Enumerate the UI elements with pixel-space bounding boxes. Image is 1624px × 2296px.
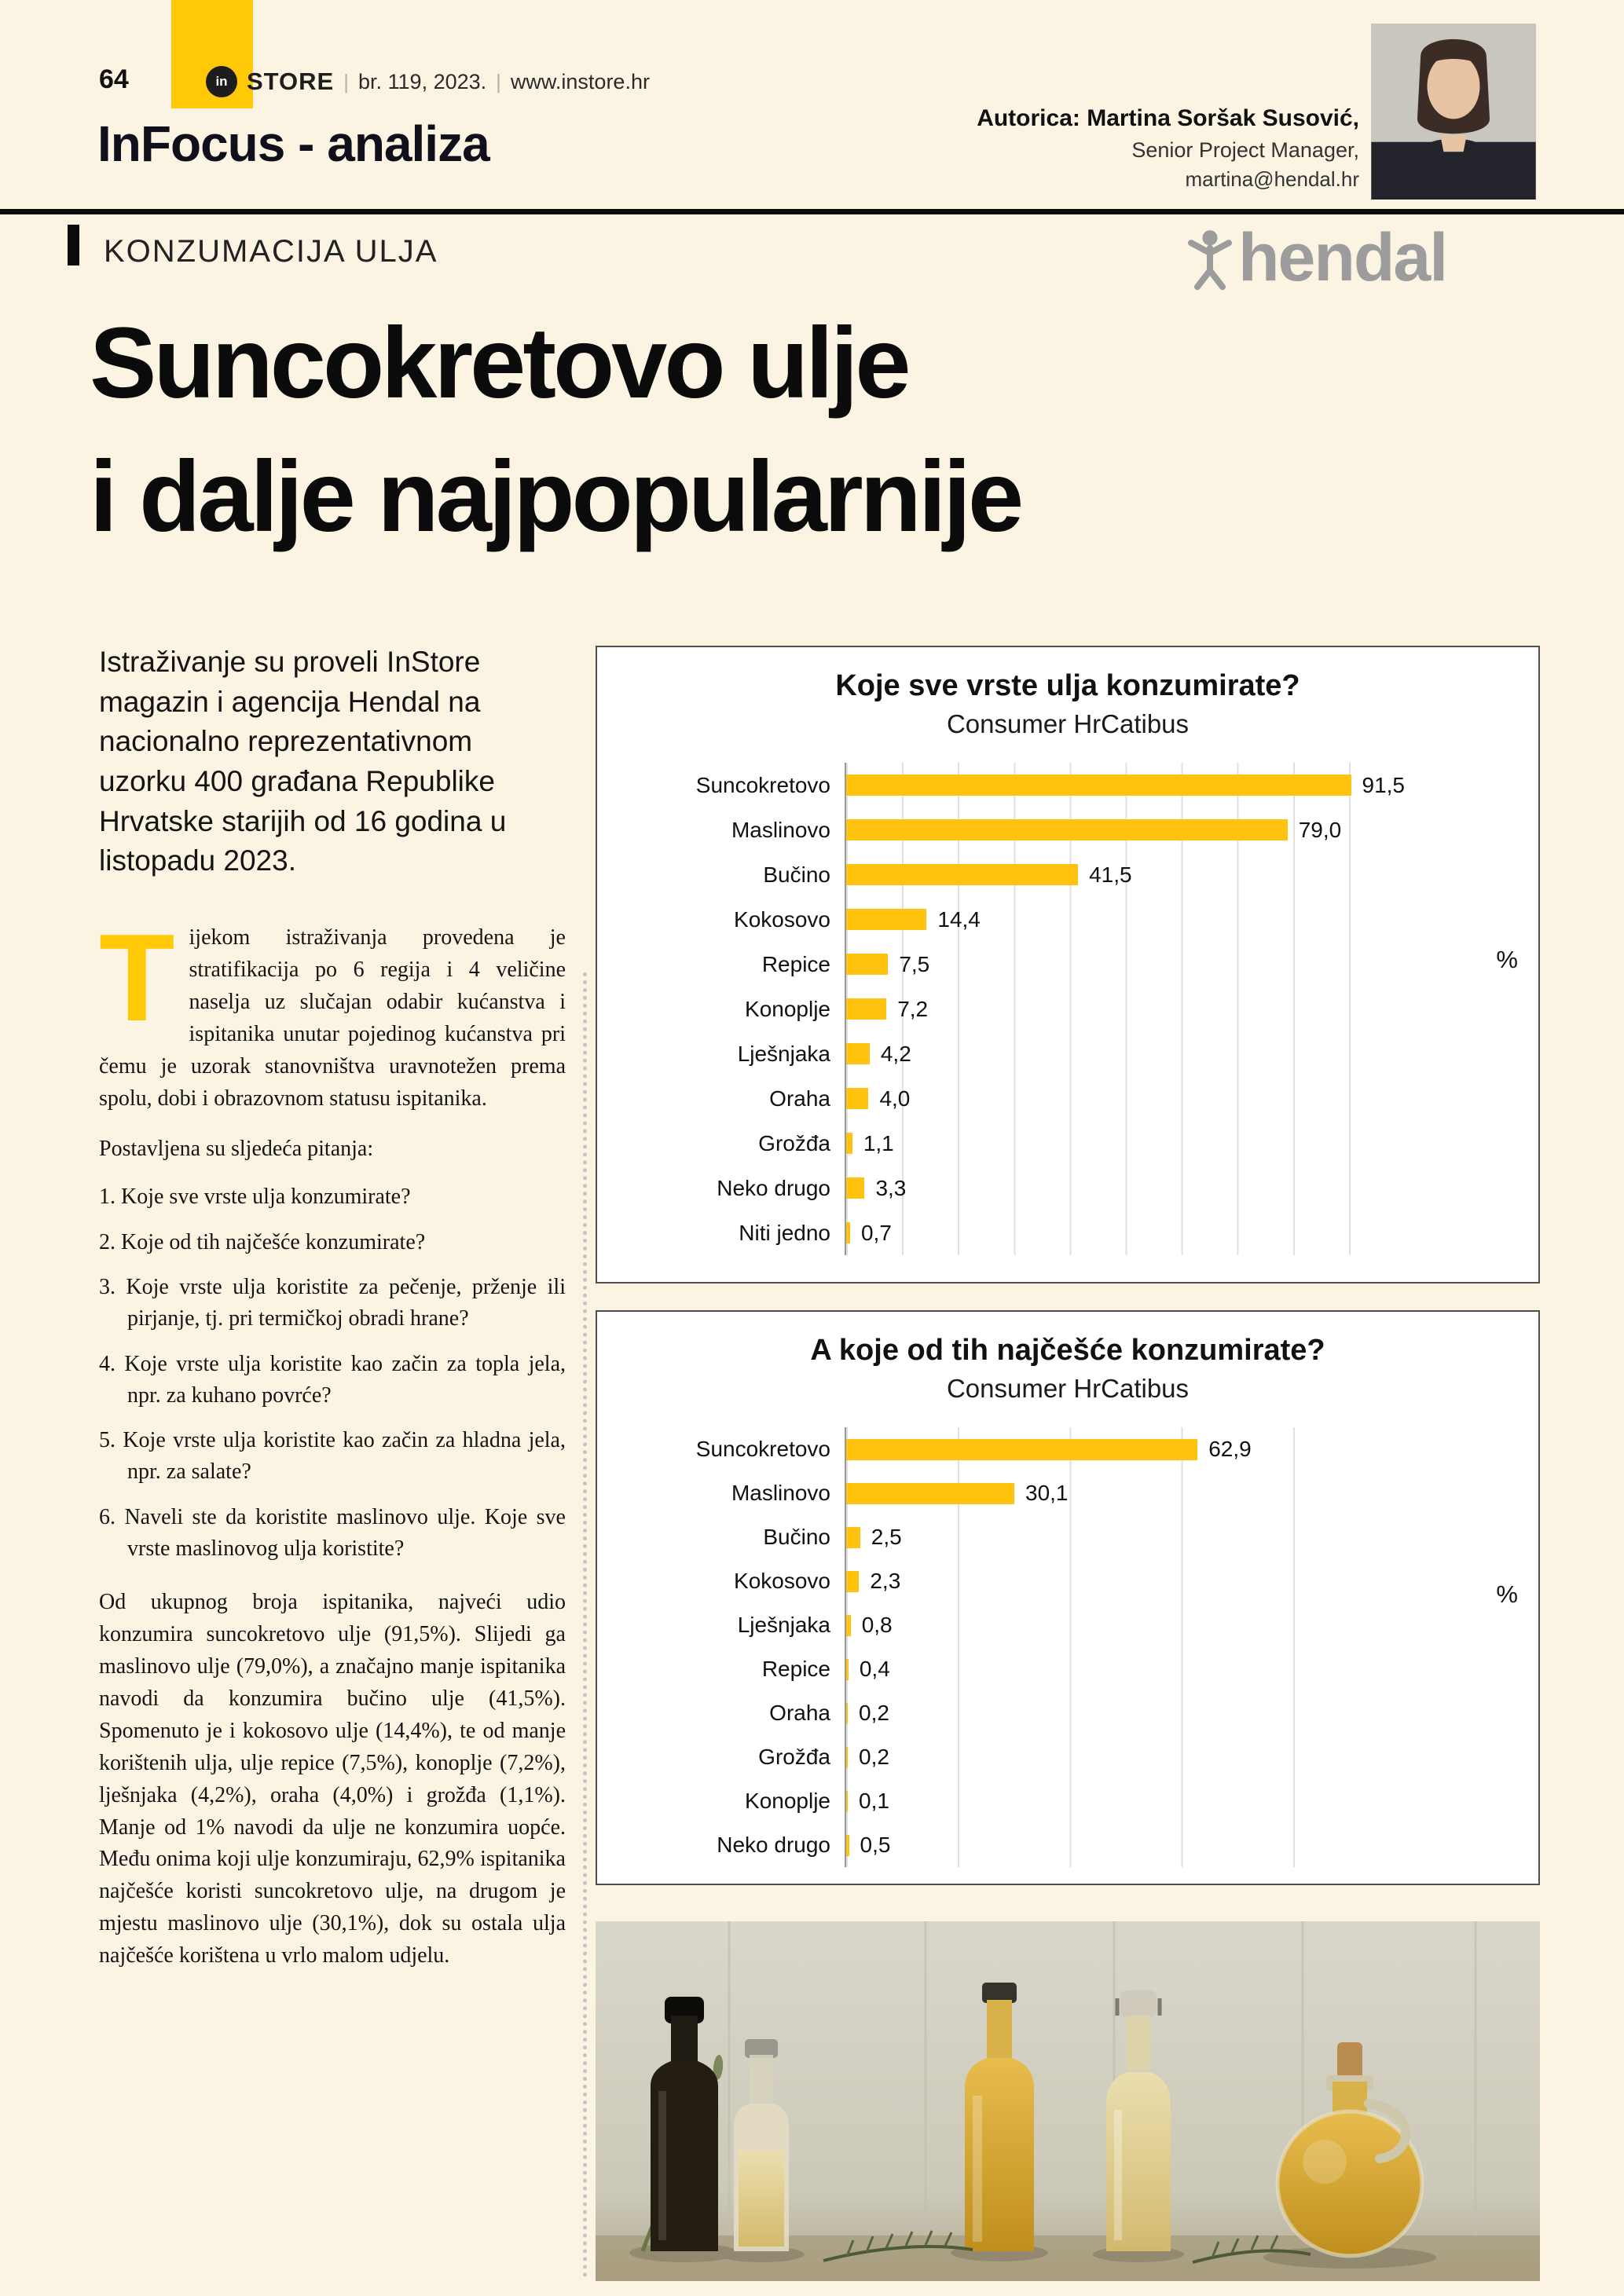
chart-value-label: 2,5 [871, 1525, 902, 1549]
article-body-column [99, 643, 566, 1991]
question-item: 4. Koje vrste ulja koristite kao začin za topla jela, npr. za kuhano povrće? [99, 1351, 566, 1408]
category-tick [68, 225, 79, 265]
questions-lead: Postavljena su sljedeća pitanja: [99, 1137, 374, 1162]
chart-row [621, 1735, 1405, 1779]
chart-value-label: 7,5 [899, 951, 930, 976]
masthead-separator: | [496, 69, 501, 93]
chart-row [621, 1823, 1405, 1867]
author-block [977, 105, 1359, 192]
instore-circle-icon: in [206, 66, 237, 97]
chart-bar [846, 1791, 848, 1812]
chart-category-label: Bučino [763, 862, 830, 887]
oil-bottles-photo [596, 1921, 1540, 2281]
chart-value-label: 0,4 [859, 1657, 890, 1681]
headline-line-2: i dalje najpopularnije [90, 441, 1021, 554]
chart-category-label: Oraha [769, 1701, 830, 1725]
chart-value-label: 0,2 [859, 1745, 889, 1769]
question-item: 2. Koje od tih najčešće konzumirate? [99, 1229, 426, 1254]
chart-value-label: 2,3 [870, 1569, 901, 1593]
chart-bar [846, 774, 1351, 796]
chart-track [845, 1515, 1405, 1559]
chart-category-label: Neko drugo [717, 1175, 830, 1200]
chart-track [845, 1691, 1405, 1735]
method-paragraph-text: ijekom istraživanja provedena je stratifikacija po 6 regija i 4 veličine naselja uz slučajan odabir kućanstva i ispitanika unutar pojedinog kućanstva pri čemu je uzorak stanovništva uravnotežen prema spolu, dobi i obrazovnom statusu ispitanika. [99, 925, 566, 1111]
website-url: www.instore.hr [510, 69, 650, 93]
question-item: 3. Koje vrste ulja koristite za pečenje, prženje ili pirjanje, tj. pri termičkoj obradi hrane? [99, 1274, 566, 1331]
chart-track [845, 897, 1405, 942]
chart-category-label: Bučino [763, 1525, 830, 1549]
headline-line-1: Suncokretovo ulje [90, 307, 908, 419]
chart-value-label: 0,8 [861, 1613, 893, 1637]
chart-title: Koje sve vrste ulja konzumirate? [835, 669, 1300, 702]
masthead-separator: | [343, 69, 349, 93]
author-name: Autorica: Martina Soršak Susović, [977, 105, 1359, 131]
chart-category-label: Repice [761, 1657, 830, 1681]
chart-title: A koje od tih najčešće konzumirate? [810, 1334, 1325, 1367]
header-rule [0, 209, 1624, 214]
chart-row [621, 1427, 1405, 1471]
hendal-logo [1185, 220, 1447, 295]
chart-track [845, 1603, 1405, 1647]
chart-bar [846, 1703, 848, 1724]
chart-category-label: Repice [761, 951, 830, 976]
chart-bar [846, 1133, 852, 1154]
chart-row [621, 852, 1405, 897]
chart-category-label: Suncokretovo [695, 1437, 830, 1461]
author-portrait-illustration [1371, 24, 1536, 200]
chart-bar [846, 1483, 1014, 1504]
chart-bar [846, 998, 886, 1020]
hendal-person-icon [1185, 228, 1235, 291]
column-divider [583, 972, 587, 2278]
chart-row [621, 1121, 1405, 1166]
chart-row [621, 1031, 1405, 1076]
chart-value-label: 4,2 [880, 1041, 911, 1066]
chart-bar [846, 1615, 851, 1636]
chart-track [845, 852, 1405, 897]
chart-track [845, 1076, 1405, 1121]
chart-value-label: 0,2 [859, 1701, 889, 1725]
chart-konzumirate [596, 646, 1540, 1283]
chart-subtitle: Consumer HrCatibus [946, 709, 1190, 738]
section-title: InFocus - analiza [97, 115, 489, 172]
chart-bar [846, 1088, 868, 1109]
oil-bottles-illustration [596, 1921, 1540, 2281]
chart-category-label: Lješnjaka [737, 1041, 830, 1066]
chart-track [845, 1735, 1405, 1779]
masthead [206, 66, 650, 97]
chart-bar [846, 864, 1078, 885]
issue-number: br. 119, 2023. [358, 69, 487, 93]
intro-paragraph: Istraživanje su proveli InStore magazin i agencija Hendal na nacionalno reprezentativnom uzorku 400 građana Republike Hrvatske starijih od 16 godina u listopadu 2023. [99, 646, 507, 877]
chart-plot [621, 1427, 1405, 1867]
chart-category-label: Konoplje [745, 996, 830, 1021]
article-headline [90, 297, 1021, 564]
chart-row [621, 1647, 1405, 1691]
chart-value-label: 41,5 [1089, 862, 1132, 887]
chart-track [845, 1427, 1405, 1471]
chart-category-label: Lješnjaka [737, 1613, 830, 1637]
chart-row [621, 1691, 1405, 1735]
chart-row [621, 1471, 1405, 1515]
percent-axis-label: % [1496, 945, 1518, 973]
chart-value-label: 3,3 [875, 1175, 907, 1200]
chart-bar [846, 1222, 850, 1243]
chart-bar [846, 1747, 848, 1768]
category-label: KONZUMACIJA ULJA [104, 234, 438, 269]
chart-track [845, 1031, 1405, 1076]
chart-category-label: Konoplje [745, 1789, 830, 1813]
chart-value-label: 30,1 [1025, 1481, 1069, 1505]
chart-track [845, 1647, 1405, 1691]
question-item: 1. Koje sve vrste ulja konzumirate? [99, 1185, 411, 1210]
method-paragraph [99, 909, 566, 1115]
chart-track [845, 1166, 1405, 1210]
chart-bar [846, 1571, 859, 1592]
chart-category-label: Suncokretovo [695, 772, 830, 797]
chart-bar [846, 1439, 1197, 1460]
chart-category-label: Neko drugo [717, 1833, 830, 1857]
chart-row [621, 1779, 1405, 1823]
question-item: 6. Naveli ste da koristite maslinovo ulje. Koje sve vrste maslinovog ulja koristite? [99, 1504, 566, 1562]
question-item: 5. Koje vrste ulja koristite kao začin za hladna jela, npr. za salate? [99, 1428, 566, 1485]
chart-bar [846, 1177, 864, 1199]
chart-value-label: 62,9 [1208, 1437, 1252, 1461]
chart-bar [846, 1659, 849, 1680]
chart-category-label: Kokosovo [734, 1569, 830, 1593]
page-number: 64 [99, 64, 129, 94]
chart-bar [846, 909, 926, 930]
chart-bar [846, 1527, 860, 1548]
chart-track [845, 1471, 1405, 1515]
instore-logo: STORE [247, 68, 335, 95]
chart-value-label: 1,1 [863, 1130, 894, 1155]
chart-value-label: 91,5 [1362, 772, 1405, 797]
chart-bar [846, 1043, 870, 1064]
closing-paragraph: Od ukupnog broja ispitanika, najveći udio konzumira suncokretovo ulje (91,5%). Slijedi ga maslinovo ulje (79,0%), a značajno manje ispitanika navodi da konzumira bučino ulje (41,5%). Spomenuto je i kokosovo ulje (14,4%), te od manje korištenih ulja, ulje repice (7,5%), konoplje (7,2%), lješnjaka (4,2%), oraha (4,0%) i grožđa (1,1%). Manje od 1% navodi da ulje ne konzumira uopće. Među onima koji ulje konzumiraju, 62,9% ispitanika najčešće koristi suncokretovo ulje, na drugom je mjestu maslinovo ulje (30,1%), dok su ostala ulja najčešće korištena u vrlo malom udjelu. [99, 1590, 566, 1968]
chart-track [845, 763, 1405, 807]
chart-row [621, 987, 1405, 1031]
chart-bar [846, 819, 1288, 840]
chart-row [621, 1559, 1405, 1603]
chart-bar [846, 954, 888, 975]
author-role: Senior Project Manager, [1131, 138, 1359, 162]
chart-category-label: Grožđa [758, 1745, 830, 1769]
chart-najcesce [596, 1310, 1540, 1885]
chart-row [621, 1210, 1405, 1255]
chart-subtitle: Consumer HrCatibus [946, 1374, 1190, 1403]
chart-value-label: 0,1 [859, 1789, 889, 1813]
chart-value-label: 0,7 [860, 1220, 892, 1245]
chart-category-label: Oraha [769, 1086, 830, 1111]
author-email: martina@hendal.hr [1185, 167, 1359, 191]
chart-track [845, 807, 1405, 852]
chart-value-label: 79,0 [1298, 817, 1342, 842]
chart-track [845, 1210, 1405, 1255]
chart-bar [846, 1835, 849, 1856]
chart-track [845, 987, 1405, 1031]
chart-category-label: Grožđa [758, 1130, 830, 1155]
chart-track [845, 1559, 1405, 1603]
chart-row [621, 1076, 1405, 1121]
chart-category-label: Maslinovo [731, 817, 830, 842]
chart-row [621, 807, 1405, 852]
hendal-wordmark: hendal [1238, 220, 1447, 295]
chart-value-label: 4,0 [879, 1086, 911, 1111]
chart-row [621, 1603, 1405, 1647]
chart-value-label: 0,5 [860, 1833, 891, 1857]
chart-value-label: 7,2 [897, 996, 929, 1021]
chart-value-label: 14,4 [937, 906, 981, 932]
chart-track [845, 1823, 1405, 1867]
chart-row [621, 942, 1405, 987]
chart-track [845, 1779, 1405, 1823]
chart-row [621, 897, 1405, 942]
chart-track [845, 942, 1405, 987]
percent-axis-label: % [1496, 1580, 1518, 1609]
author-photo [1371, 24, 1536, 200]
chart-category-label: Maslinovo [731, 1481, 830, 1505]
chart-category-label: Niti jedno [739, 1220, 830, 1245]
chart-row [621, 763, 1405, 807]
chart-row [621, 1515, 1405, 1559]
chart-row [621, 1166, 1405, 1210]
dropcap-letter: T [99, 909, 175, 1048]
chart-plot [621, 763, 1405, 1255]
chart-category-label: Kokosovo [734, 906, 830, 932]
chart-track [845, 1121, 1405, 1166]
